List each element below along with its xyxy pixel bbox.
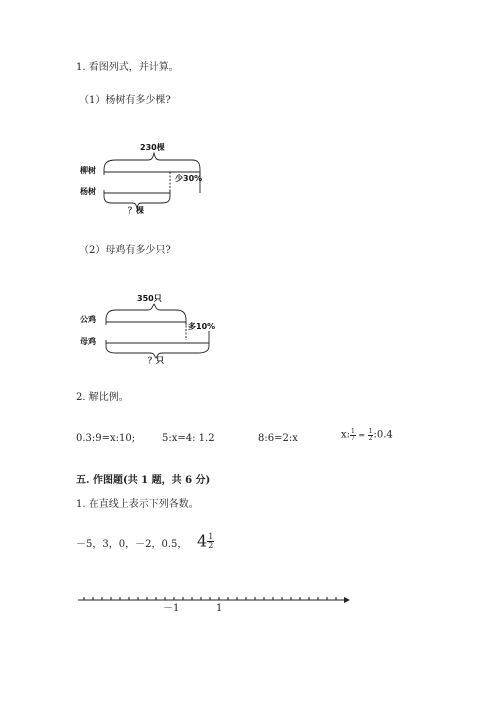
fraction-one-seventh: $\frac{1}{7}$ <box>351 428 355 442</box>
equation-3: 8:6=2:x <box>258 433 298 444</box>
arrow-right-icon <box>344 597 350 603</box>
part-2-label: （2）母鸡有多少只? <box>79 245 171 256</box>
equation-4: x: $\frac{1}{7}$ = $\frac{1}{2}$ :0.4 <box>341 428 393 442</box>
axis-label-pos1: 1 <box>216 603 223 614</box>
diagram-1-top-label: 230棵 <box>140 143 165 152</box>
section-5-heading: 五. 作图题(共 1 题，共 6 分) <box>76 475 211 486</box>
axis-label-neg1: －1 <box>163 603 180 614</box>
equation-1: 0.3:9=x:10; <box>76 433 136 444</box>
diagram-2-bottom-label: ？只 <box>148 356 164 365</box>
diagram-1-row1-label: 柳树 <box>80 166 96 175</box>
numbers-to-plot: －5，3，0，－2，0.5， <box>76 539 188 550</box>
section-5-question-1-title: 1. 在直线上表示下列各数。 <box>76 499 199 510</box>
equation-2: 5:x=4: 1.2 <box>162 433 215 444</box>
fraction-one-half: $\frac{1}{2}$ <box>208 532 214 550</box>
diagram-2-row1-label: 公鸡 <box>80 315 96 324</box>
diagram-2-row2-label: 母鸡 <box>80 337 96 346</box>
fraction-one-half: $\frac{1}{2}$ <box>368 428 373 442</box>
diagram-1-row2-label: 杨树 <box>80 187 96 196</box>
question-2-title: 2. 解比例。 <box>76 392 129 403</box>
mixed-number: 4 $\frac{1}{2}$ <box>197 531 214 551</box>
part-1-label: （1）杨树有多少棵? <box>79 95 171 106</box>
diagram-1-diff-label: 少30% <box>175 174 203 183</box>
diagram-2-diff-label: 多10% <box>188 322 216 331</box>
question-1-title: 1. 看图列式，并计算。 <box>76 62 179 73</box>
diagram-2-top-label: 350只 <box>137 294 162 303</box>
diagram-1-bottom-label: ？棵 <box>128 206 144 215</box>
